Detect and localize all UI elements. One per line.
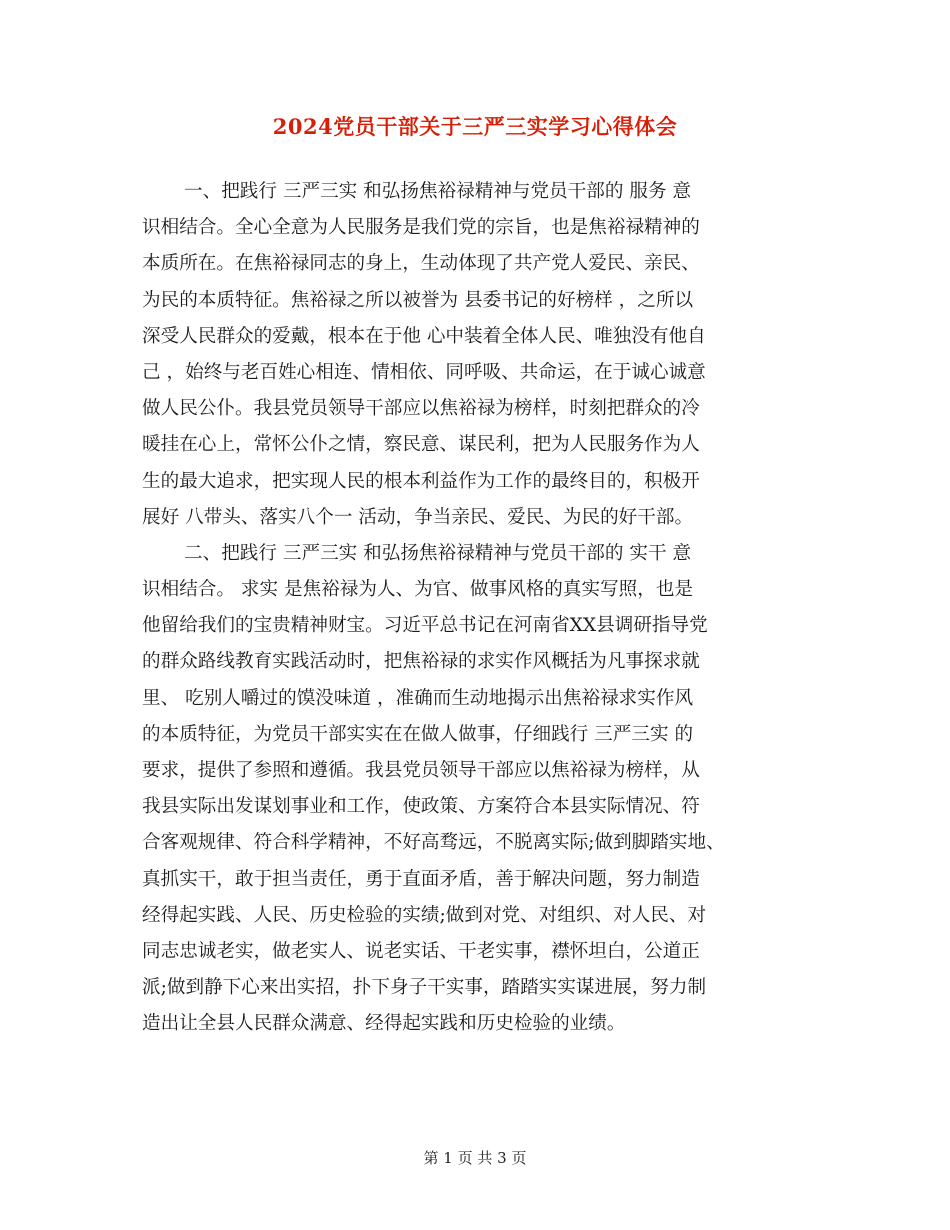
text-line: 我县实际出发谋划事业和工作，使政策、方案符合本县实际情况、符 (142, 796, 700, 818)
document-body (142, 174, 812, 1043)
text-line: 造出让全县人民群众满意、经得起实践和历史检验的业绩。 (142, 1013, 626, 1035)
text-line: 识相结合。全心全意为人民服务是我们党的宗旨，也是焦裕禄精神的 (142, 217, 700, 239)
text-line: 展好 八带头、落实八个一 活动，争当亲民、爱民、为民的好干部。 (142, 506, 694, 528)
text-line: 深受人民群众的爱戴，根本在于他 心中装着全体人民、唯独没有他自 (142, 325, 706, 347)
document-title: 2024党员干部关于三严三实学习心得体会 (272, 114, 678, 139)
paragraph-1 (142, 174, 812, 536)
text-line: 识相结合。 求实 是焦裕禄为人、为官、做事风格的真实写照，也是 (142, 579, 694, 601)
page-number: 第 1 页 共 3 页 (423, 1149, 527, 1167)
text-line: 派;做到静下心来出实招，扑下身子干实事，踏踏实实谋进展，努力制 (142, 977, 707, 999)
text-line: 同志忠诚老实，做老实人、说老实话、干老实事，襟怀坦白，公道正 (142, 940, 700, 962)
text-line: 的本质特征，为党员干部实实在在做人做事，仔细践行 三严三实 的 (142, 723, 694, 745)
text-line: 暖挂在心上，常怀公仆之情，察民意、谋民利，把为人民服务作为人 (142, 434, 700, 456)
text-line: 为民的本质特征。焦裕禄之所以被誉为 县委书记的好榜样 ，之所以 (142, 289, 694, 311)
text-line: 里、 吃别人嚼过的馍没味道 ，准确而生动地揭示出焦裕禄求实作风 (142, 687, 694, 709)
paragraph-2 (142, 536, 812, 1043)
text-line: 本质所在。在焦裕禄同志的身上，生动体现了共产党人爱民、亲民、 (142, 253, 700, 275)
text-line: 他留给我们的宝贵精神财宝。习近平总书记在河南省XX县调研指导党 (142, 615, 708, 637)
text-line: 要求，提供了参照和遵循。我县党员领导干部应以焦裕禄为榜样，从 (142, 760, 700, 781)
text-line: 己 ，始终与老百姓心相连、情相依、同呼吸、共命运，在于诚心诚意 (142, 361, 706, 383)
text-line: 的群众路线教育实践活动时，把焦裕禄的求实作风概括为凡事探求就 (142, 651, 700, 673)
text-line: 做人民公仆。我县党员领导干部应以焦裕禄为榜样，时刻把群众的冷 (142, 398, 700, 420)
text-line: 一、把践行 三严三实 和弘扬焦裕禄精神与党员干部的 服务 意 (184, 181, 692, 202)
text-line: 经得起实践、人民、历史检验的实绩;做到对党、对组织、对人民、对 (142, 904, 707, 926)
text-line: 生的最大追求，把实现人民的根本利益作为工作的最终目的，积极开 (142, 470, 700, 492)
text-line: 真抓实干，敢于担当责任，勇于直面矛盾，善于解决问题，努力制造 (142, 868, 700, 890)
text-line: 合客观规律、符合科学精神，不好高骛远，不脱离实际;做到脚踏实地、 (142, 832, 725, 854)
text-line: 二、把践行 三严三实 和弘扬焦裕禄精神与党员干部的 实干 意 (184, 542, 692, 564)
